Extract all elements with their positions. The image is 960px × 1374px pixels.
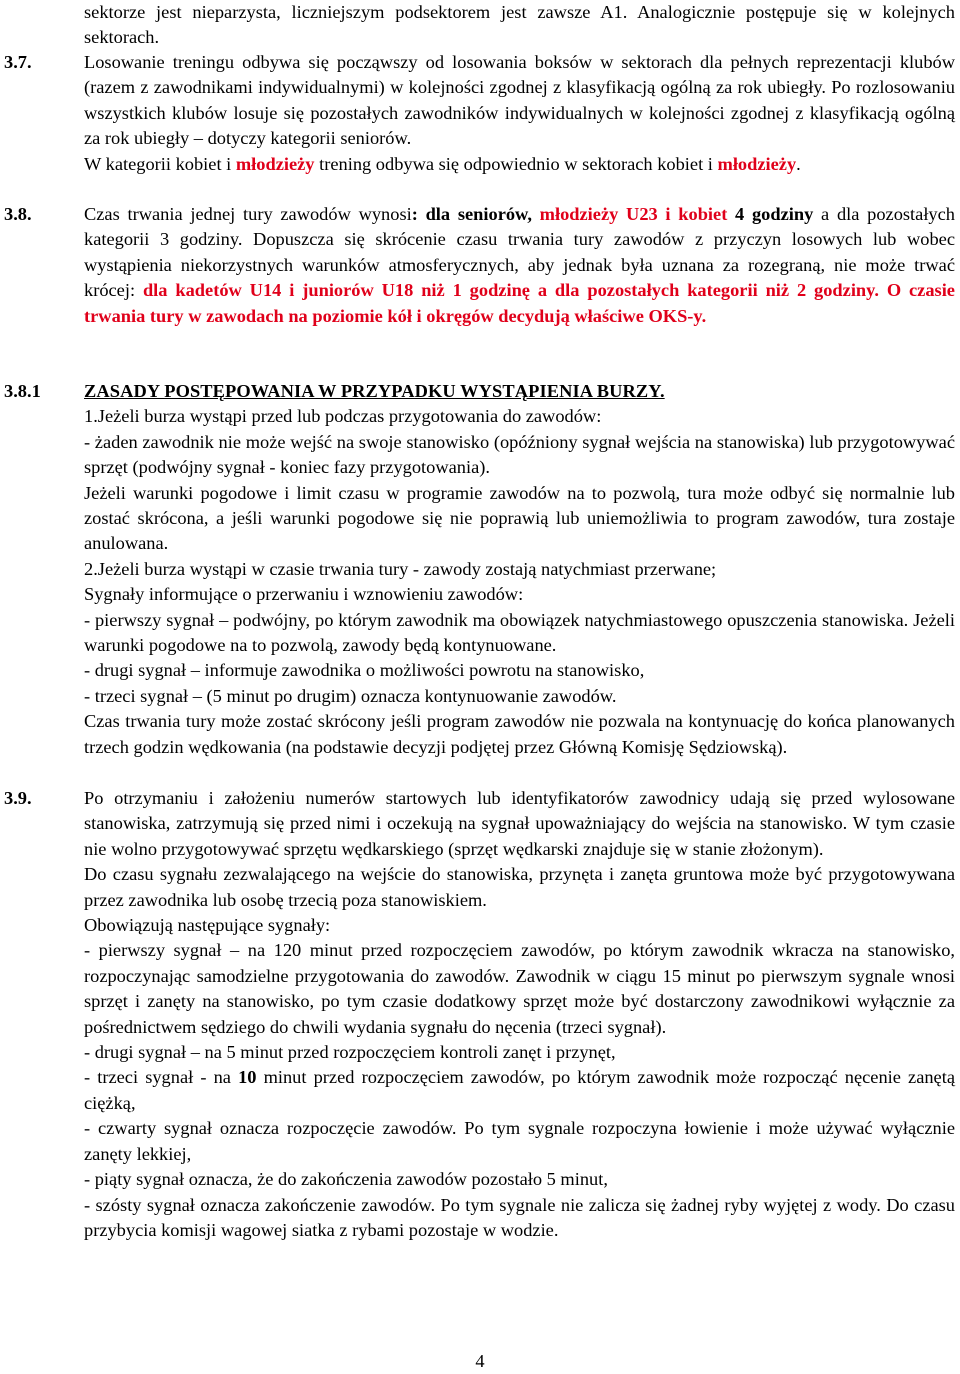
section-3-7 [0, 50, 960, 177]
highlight-youth: młodzieży [235, 153, 315, 174]
storm-case-2-paragraph-5: Czas trwania tury może zostać skrócony jeśli program zawodów nie pozwala na kontynuację do końca planowanych trzech godzin wędkowania (na podstawie decyzji podjętej przez Główną Komisję Sędziowską). [84, 711, 955, 757]
highlight-categories: młodzieży U23 i kobiet [539, 204, 728, 224]
highlight-minimum-duration: dla kadetów U14 i juniorów U18 niż 1 godzinę a dla pozostałych kategorii niż 2 godziny. [142, 280, 879, 301]
section-3-8 [0, 202, 960, 329]
page-number: 4 [475, 1351, 485, 1371]
storm-case-2-paragraph-2: - pierwszy sygnał – podwójny, po którym zawodnik ma obowiązek natychmiastowego opuszczenia stanowiska. Jeżeli warunki pogodowe na to pozwolą, zawody będą kontynuowane. [84, 609, 955, 656]
storm-case-1-paragraph-1: - żaden zawodnik nie może wejść na swoje stanowisko (opóźniony sygnał wejścia na stanowiska) lub przygotowywać sprzęt (podwójny sygnał - koniec fazy przygotowania). [84, 431, 955, 478]
section-heading: ZASADY POSTĘPOWANIA W PRZYPADKU WYSTĄPIENIA BURZY. [84, 381, 665, 401]
section-3-8-paragraph: Czas trwania jednej tury zawodów wynosi: dla seniorów, młodzieży U23 i kobiet 4 godziny a dla pozostałych kategorii 3 godziny. Dopuszcza się skrócenie czasu trwania tury zawodów z przyczyn losowych lub wobec wystąpienia niekorzystnych warunków atmosferycznych, aby jednak była uznana za rozegraną, nie może trwać krócej: dla kadetów U14 i juniorów U18 niż 1 godzinę a dla pozostałych kategorii niż 2 godziny. O czasie trwania tury w zawodach na poziomie kół i okręgów decydują właściwe OKS-y. [84, 204, 955, 326]
signal-2-paragraph: - drugi sygnał – na 5 minut przed rozpoczęciem kontroli zanęt i przynęt, [84, 1042, 616, 1063]
signal-5-paragraph: - piąty sygnał oznacza, że do zakończenia zawodów pozostało 5 minut, [84, 1169, 608, 1190]
section-3-9 [0, 786, 960, 1243]
storm-case-2-paragraph-1: Sygnały informujące o przerwaniu i wznowieniu zawodów: [84, 584, 524, 605]
signal-1-paragraph: - pierwszy sygnał – na 120 minut przed rozpoczęciem zawodów, po którym zawodnik wkracza na stanowisko, rozpoczynając samodzielne przygotowania do zawodów. Zawodnik w ciągu 15 minut po pierwszym sygnale wnosi sprzęt i zanęty na stanowisko, po tym czasie dodatkowy sprzęt może być dostarczony zawodnikowi wyłącznie za pośrednictwem sędziego do chwili wydania sygnału do nęcenia (trzeci sygnał). [84, 940, 955, 1037]
section-3-7-paragraph-1: Losowanie treningu odbywa się począwszy od losowania boksów w sektorach dla pełnych reprezentacji klubów (razem z zawodnikami indywidualnymi) w kolejności zgodnej z klasyfikacją ogólną za rok ubiegły. Po rozlosowaniu wszystkich klubów losuje się pozostałych zawodników indywidualnych w kolejności zgodnej z klasyfikacją ogólną za rok ubiegły – dotyczy kategorii seniorów. [84, 52, 955, 149]
section-3-7-paragraph-2: W kategorii kobiet i młodzieży trening odbywa się odpowiednio w sektorach kobiet i młodzieży. [84, 153, 801, 174]
storm-case-1-title: 1.Jeżeli burza wystąpi przed lub podczas przygotowania do zawodów: [84, 406, 602, 427]
highlight-youth: młodzieży [717, 153, 797, 174]
highlight-oks-decision: O czasie trwania tury w zawodach na poziomie kół i okręgów decydują właściwe OKS-y. [84, 280, 955, 326]
signal-6-paragraph: - szósty sygnał oznacza zakończenie zawodów. Po tym sygnale nie zalicza się żadnej ryby wyjętej z wody. Do czasu przybycia komisji wagowej siatka z rybami pozostaje w wodzie. [84, 1194, 955, 1240]
storm-case-2-title: 2.Jeżeli burza wystąpi w czasie trwania tury - zawody zostają natychmiast przerwane; [84, 558, 717, 579]
section-number: 3.7. [4, 52, 32, 72]
section-number: 3.8. [4, 204, 32, 224]
signal-4-paragraph: - czwarty sygnał oznacza rozpoczęcie zawodów. Po tym sygnale rozpoczyna łowienie i może używać wyłącznie zanęty lekkiej, [84, 1118, 955, 1164]
section-3-9-paragraph-3: Obowiązują następujące sygnały: [84, 915, 331, 936]
section-3-9-paragraph-1: Po otrzymaniu i założeniu numerów startowych lub identyfikatorów zawodnicy udają się przed wylosowane stanowiska, zatrzymują się przed nimi i oczekują na sygnał upoważniający do wejścia na stanowisko. W tym czasie nie wolno przygotowywać sprzętu wędkarskiego (sprzęt wędkarski znajduje się w stanie złożonym). [84, 788, 955, 859]
section-3-9-paragraph-2: Do czasu sygnału zezwalającego na wejście do stanowiska, przynęta i zanęta gruntowa może być przygotowywana przez zawodnika lub osobę trzecią poza stanowiskiem. [84, 864, 955, 910]
section-3-8-1 [0, 379, 960, 760]
storm-case-1-paragraph-2: Jeżeli warunki pogodowe i limit czasu w programie zawodów na to pozwolą, tura może odbyć się normalnie lub zostać skrócona, a jeśli warunki pogodowe się nie poprawią lub uniemożliwia to program zawodów, tura zostaje anulowana. [84, 482, 955, 554]
section-number: 3.9. [4, 788, 32, 808]
intro-paragraph: sektorze jest nieparzysta, liczniejszym podsektorem jest zawsze A1. Analogicznie postępuje się w kolejnych sektorach. [84, 2, 955, 48]
storm-case-2-paragraph-3: - drugi sygnał – informuje zawodnika o możliwości powrotu na stanowisko, [84, 660, 645, 681]
storm-case-2-paragraph-4: - trzeci sygnał – (5 minut po drugim) oznacza kontynuowanie zawodów. [84, 685, 617, 706]
intro-section [0, 0, 960, 51]
signal-3-paragraph: - trzeci sygnał - na 10 minut przed rozpoczęciem zawodów, po którym zawodnik może rozpocząć nęcenie zanętą ciężką, [84, 1067, 955, 1113]
section-number: 3.8.1 [4, 381, 41, 401]
